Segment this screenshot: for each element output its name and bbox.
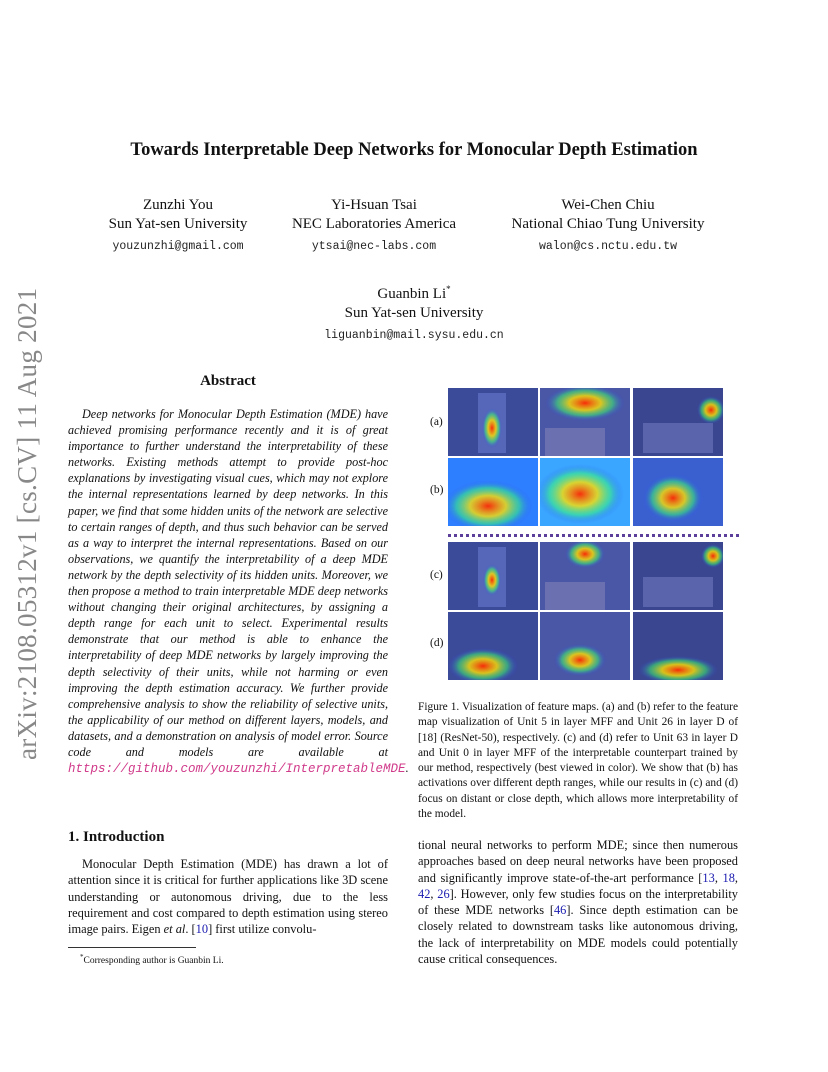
- figure-row-label: (a): [430, 416, 443, 428]
- author-affiliation: Sun Yat-sen University: [344, 305, 484, 321]
- feature-map-image: [633, 612, 723, 680]
- author-email: youzunzhi@gmail.com: [112, 240, 244, 253]
- footnote-mark: *: [80, 953, 84, 961]
- paper-title: Towards Interpretable Deep Networks for Monocular Depth Estimation: [130, 140, 698, 160]
- feature-map-image: [540, 612, 630, 680]
- abstract-heading: Abstract: [200, 373, 256, 389]
- citation-link[interactable]: 13: [702, 870, 715, 885]
- author-name: Guanbin Li*: [377, 284, 451, 302]
- feature-map-image: [540, 458, 630, 526]
- intro-paragraph-continued: tional neural networks to perform MDE; since then numerous approaches based on deep neural networks have been proposed and significantly improve state-of-the-art performance [13, 18, 42, 26]. However, only few studies focus on the interpretability of these MDE networks [46]. Since depth estimation can be closely related to downstream tasks like autonomous driving, the lack of interpretability on MDE models could potentially cause critical consequences.: [418, 838, 738, 967]
- feature-map-image: [540, 542, 630, 610]
- figure-caption: Figure 1. Visualization of feature maps. (a) and (b) refer to the feature map visualization of Unit 5 in layer MFF and Unit 26 in layer D of [18] (ResNet-50), respectively. (c) and (d) refer to Unit 63 in layer D and Unit 0 in layer MFF of the interpretable counterpart trained by our method, respectively (best viewed in color). We show that (b) has activations over different depth ranges, while our results in (c) and (d) focus on distant or close depth, which allows more interpretability of the model.: [418, 701, 738, 821]
- feature-map-image: [448, 458, 538, 526]
- figure-1: [418, 386, 738, 682]
- code-link[interactable]: https://github.com/youzunzhi/InterpretableMDE: [68, 762, 406, 777]
- citation-link[interactable]: 26: [437, 886, 450, 901]
- intro-paragraph: Monocular Depth Estimation (MDE) has drawn a lot of attention since it is critical for further applications like 3D scene understanding or autonomous driving, due to the less requirement and cost compared to depth estimation using stereo image pairs. Eigen et al. [10] first utilize convolu-: [68, 857, 388, 937]
- author-block: [254, 280, 574, 345]
- author-affiliation: NEC Laboratories America: [291, 216, 457, 232]
- citation-link[interactable]: 18: [722, 870, 735, 885]
- footnote-mark: *: [446, 284, 451, 294]
- arxiv-watermark: arXiv:2108.05312v1 [cs.CV] 11 Aug 2021: [12, 287, 42, 760]
- feature-map-image: [448, 612, 538, 680]
- author-name: Yi-Hsuan Tsai: [331, 197, 417, 213]
- citation-link[interactable]: 46: [553, 903, 567, 918]
- abstract-text: Deep networks for Monocular Depth Estimation (MDE) have achieved promising performance recently and it is of great importance to further understand the interpretability of these networks. Existing methods attempt to provide post-hoc explanations by investigating visual cues, which may not explore the internal representations learned by deep networks. In this paper, we find that some hidden units of the network are selective to certain ranges of depth, and thus such behavior can be served as a way to interpret the internal representations. Based on our observations, we quantify the interpretability of a deep MDE network by the depth selectivity of its hidden units. Moreover, we then propose a method to train interpretable MDE deep networks without changing their original architectures, by assigning a depth range for each unit to select. Experimental results demonstrate that our method is able to enhance the interpretability of deep MDE networks by largely improving the depth selectivity of their units, while not harming or even improving the depth estimation accuracy. We further provide comprehensive analysis to show the reliability of selective units, the applicability of our method on different layers, models, and datasets, and a demonstration on analysis of model error. Source code and models are available at https://github.com/youzunzhi/InterpretableMDE.: [68, 407, 409, 777]
- author-affiliation: National Chiao Tung University: [511, 216, 705, 232]
- author-block: [490, 196, 726, 256]
- author-email: ytsai@nec-labs.com: [311, 240, 437, 253]
- author-name: Wei-Chen Chiu: [561, 197, 655, 213]
- author-name: Zunzhi You: [142, 197, 213, 213]
- author-block: [274, 196, 474, 256]
- figure-row-label: (d): [430, 637, 444, 649]
- citation-link[interactable]: 42: [418, 886, 431, 901]
- feature-map-image: [633, 388, 723, 456]
- figure-row-label: (c): [430, 569, 443, 581]
- footnote: *Corresponding author is Guanbin Li.: [80, 953, 224, 967]
- divider-line: [448, 534, 739, 537]
- feature-map-image: [448, 388, 538, 456]
- author-email: liguanbin@mail.sysu.edu.cn: [324, 329, 504, 342]
- author-email: walon@cs.nctu.edu.tw: [538, 240, 678, 253]
- author-block: [88, 196, 268, 256]
- feature-map-image: [448, 542, 538, 610]
- footnote-rule: [68, 947, 196, 948]
- section-heading: 1. Introduction: [68, 829, 165, 845]
- feature-map-image: [633, 542, 723, 610]
- figure-row-label: (b): [430, 484, 444, 496]
- citation-link[interactable]: 10: [195, 922, 209, 937]
- feature-map-image: [540, 388, 630, 456]
- feature-map-image: [633, 458, 723, 526]
- author-affiliation: Sun Yat-sen University: [108, 216, 248, 232]
